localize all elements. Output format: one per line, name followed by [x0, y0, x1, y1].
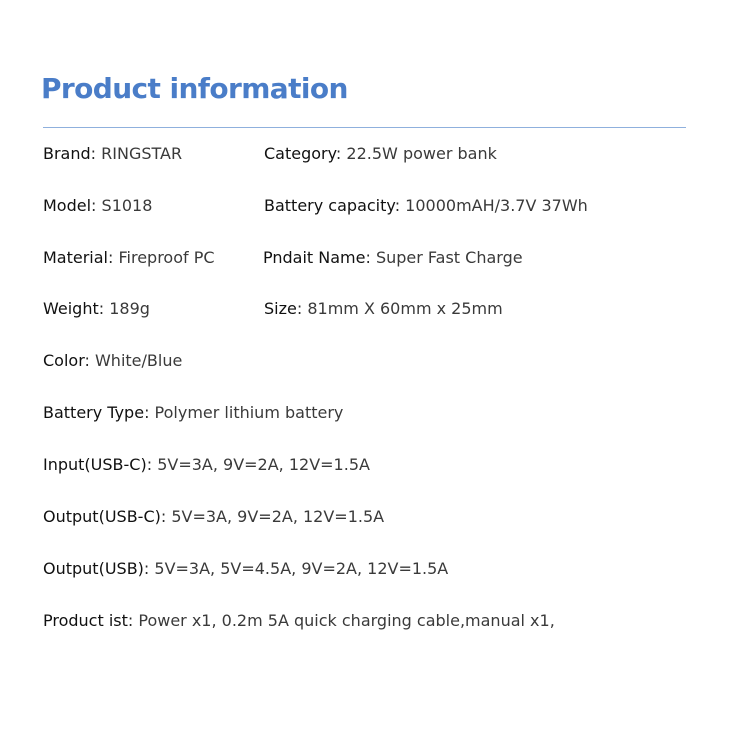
spec-output-usb-value: 5V=3A, 5V=4.5A, 9V=2A, 12V=1.5A — [154, 559, 449, 578]
spec-brand-value: RINGSTAR — [101, 144, 183, 163]
spec-battery-capacity-value: 10000mAH/3.7V 37Wh — [405, 196, 588, 215]
spec-product-name — [263, 248, 523, 268]
spec-separator: : — [365, 248, 376, 267]
spec-separator: : — [296, 299, 308, 318]
spec-color — [43, 351, 182, 371]
spec-input-usbc-label: Input(USB-C) — [43, 455, 147, 474]
spec-material — [43, 248, 215, 268]
spec-size-value: 81mm X 60mm x 25mm — [307, 299, 503, 318]
spec-color-value: White/Blue — [94, 351, 183, 370]
spec-size-label: Size — [264, 299, 297, 318]
spec-brand-label: Brand — [43, 144, 91, 163]
spec-weight-value: 189g — [109, 299, 150, 318]
spec-separator: : — [394, 196, 406, 215]
spec-product-list — [43, 611, 555, 631]
spec-battery-type — [43, 403, 343, 423]
spec-separator: : — [160, 507, 172, 526]
spec-separator: : — [146, 455, 158, 474]
spec-input-usbc — [43, 455, 370, 475]
spec-battery-capacity-label: Battery capacity — [264, 196, 395, 215]
spec-material-label: Material — [43, 248, 108, 267]
spec-product-name-value: Super Fast Charge — [375, 248, 523, 267]
spec-separator: : — [143, 559, 155, 578]
spec-input-usbc-value: 5V=3A, 9V=2A, 12V=1.5A — [157, 455, 370, 474]
spec-separator: : — [84, 351, 95, 370]
spec-weight-label: Weight — [43, 299, 99, 318]
spec-battery-type-value: Polymer lithium battery — [154, 403, 344, 422]
spec-separator: : — [90, 144, 102, 163]
spec-separator: : — [108, 248, 119, 267]
spec-color-label: Color — [43, 351, 85, 370]
spec-output-usbc-label: Output(USB-C) — [43, 507, 161, 526]
spec-separator: : — [335, 144, 347, 163]
spec-separator: : — [91, 196, 102, 215]
spec-model-label: Model — [43, 196, 92, 215]
spec-size — [264, 299, 503, 319]
spec-weight — [43, 299, 150, 319]
page-title: Product information — [41, 72, 348, 105]
spec-model — [43, 196, 152, 216]
spec-battery-type-label: Battery Type — [43, 403, 145, 422]
spec-category — [264, 144, 497, 164]
spec-model-value: S1018 — [101, 196, 153, 215]
spec-category-label: Category — [264, 144, 336, 163]
spec-category-value: 22.5W power bank — [346, 144, 497, 163]
spec-product-name-label: Pndait Name — [263, 248, 366, 267]
spec-separator: : — [127, 611, 139, 630]
spec-separator: : — [98, 299, 110, 318]
spec-brand — [43, 144, 182, 164]
spec-product-list-label: Product ist — [43, 611, 128, 630]
spec-separator: : — [144, 403, 155, 422]
spec-material-value: Fireproof PC — [118, 248, 215, 267]
spec-battery-capacity — [264, 196, 588, 216]
spec-output-usb — [43, 559, 448, 579]
spec-product-list-value: Power x1, 0.2m 5A quick charging cable,manual x1, — [138, 611, 555, 630]
spec-output-usb-label: Output(USB) — [43, 559, 144, 578]
spec-output-usbc-value: 5V=3A, 9V=2A, 12V=1.5A — [171, 507, 385, 526]
title-divider — [43, 127, 686, 128]
spec-output-usbc — [43, 507, 384, 527]
